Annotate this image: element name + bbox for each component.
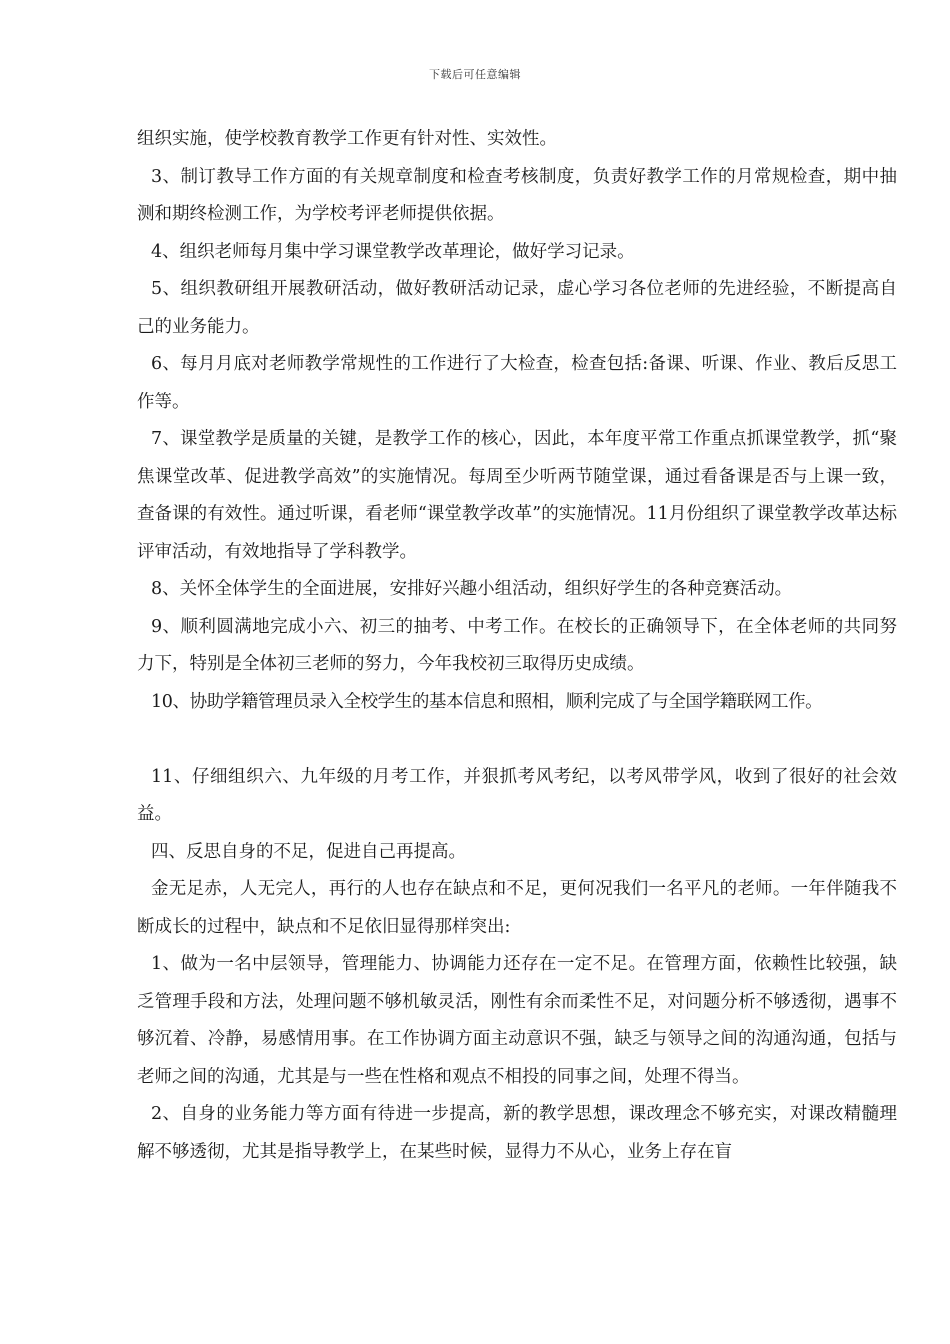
paragraph-item-3: 3、制订教导工作方面的有关规章制度和检查考核制度，负责好教学工作的月常规检查，期中抽测和期终检测工作，为学校考评老师提供依据。 — [137, 166, 897, 224]
paragraph-1: 组织实施，使学校教育教学工作更有针对性、实效性。 — [137, 129, 557, 149]
paragraph-shortcoming-2: 2、自身的业务能力等方面有待进一步提高，新的教学思想，课改理念不够充实，对课改精髓理解不够透彻，尤其是指导教学上，在某些时候，显得力不从心，业务上存在盲 — [137, 1104, 897, 1162]
document-body — [137, 121, 897, 1171]
paragraph-item-10: 10、协助学籍管理员录入全校学生的基本信息和照相，顺利完成了与全国学籍联网工作。 — [151, 691, 823, 712]
paragraph-item-6: 6、每月月底对老师教学常规性的工作进行了大检查，检查包括:备课、听课、作业、教后反思工作等。 — [137, 354, 897, 412]
paragraph-item-5: 5、组织教研组开展教研活动，做好教研活动记录，虚心学习各位老师的先进经验，不断提高自己的业务能力。 — [137, 279, 897, 337]
paragraph-item-4: 4、组织老师每月集中学习课堂教学改革理论，做好学习记录。 — [151, 241, 635, 262]
paragraph-item-7: 7、课堂教学是质量的关键，是教学工作的核心，因此，本年度平常工作重点抓课堂教学，抓“聚焦课堂改革、促进教学高效”的实施情况。每周至少听两节随堂课，通过看备课是否与上课一致，查备课的有效性。通过听课，看老师“课堂教学改革”的实施情况。11月份组织了课堂教学改革达标评审活动，有效地指导了学科教学。 — [137, 429, 897, 562]
paragraph-item-8: 8、关怀全体学生的全面进展，安排好兴趣小组活动，组织好学生的各种竞赛活动。 — [151, 579, 793, 599]
blank-line — [137, 721, 897, 759]
page-header: 下载后可任意编辑 — [429, 68, 521, 81]
paragraph-item-11: 11、仔细组织六、九年级的月考工作，并狠抓考风考纪，以考风带学风，收到了很好的社会效益。 — [137, 766, 897, 824]
section-heading-4: 四、反思自身的不足，促进自己再提高。 — [151, 841, 466, 862]
paragraph-item-9: 9、顺利圆满地完成小六、初三的抽考、中考工作。在校长的正确领导下，在全体老师的共同努力下，特别是全体初三老师的努力，今年我校初三取得历史成绩。 — [137, 616, 897, 674]
paragraph-shortcoming-1: 1、做为一名中层领导，管理能力、协调能力还存在一定不足。在管理方面，依赖性比较强，缺乏管理手段和方法，处理问题不够机敏灵活，刚性有余而柔性不足，对问题分析不够透彻，遇事不够沉着、冷静，易感情用事。在工作协调方面主动意识不强，缺乏与领导之间的沟通沟通，包括与老师之间的沟通，尤其是与一些在性格和观点不相投的同事之间，处理不得当。 — [137, 954, 897, 1087]
paragraph-reflection-intro: 金无足赤，人无完人，再行的人也存在缺点和不足，更何况我们一名平凡的老师。一年伴随我不断成长的过程中，缺点和不足依旧显得那样突出: — [137, 879, 897, 937]
